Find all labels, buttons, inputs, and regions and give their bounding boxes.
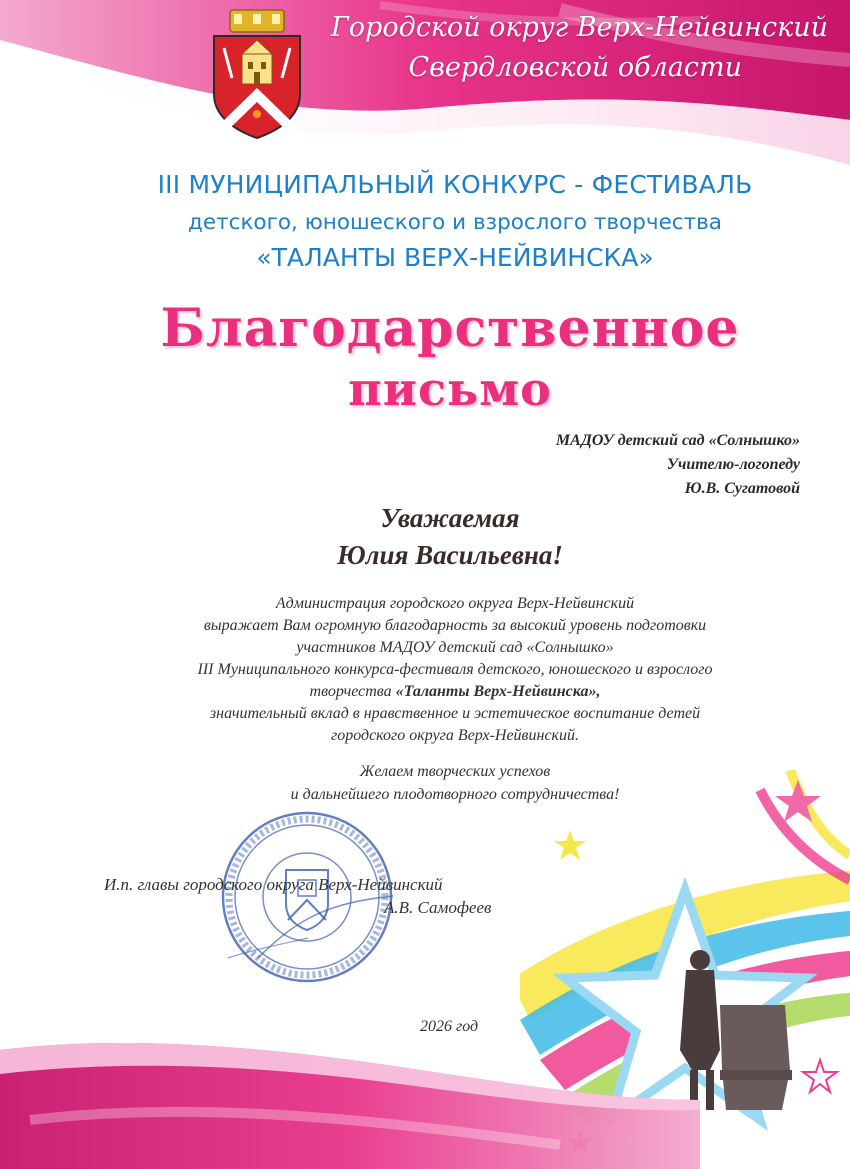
recipient-name: Ю.В. Сугатовой: [684, 480, 800, 497]
greeting-salutation: Уважаемая: [380, 503, 520, 533]
signatory-title: И.п. главы городского округа Верх-Нейвинский: [104, 875, 443, 894]
body-line: [0, 683, 850, 701]
greeting-name: Юлия Васильевна!: [337, 540, 563, 570]
contest-subtitle: детского, юношеского и взрослого творчества: [188, 210, 722, 235]
signatory-name: А.В. Самофеев: [384, 898, 492, 917]
document-year: 2026 год: [420, 1018, 479, 1035]
body-line: значительный вклад в нравственное и эстетическое воспитание детей: [209, 705, 701, 722]
body-line: Администрация городского округа Верх-Нейвинский: [275, 595, 635, 612]
wishes-line: Желаем творческих успехов: [359, 763, 551, 780]
body-line: III Муниципального конкурса-фестиваля детского, юношеского и взрослого: [197, 661, 713, 678]
contest-name: «ТАЛАНТЫ ВЕРХ-НЕЙВИНСКА»: [256, 243, 654, 272]
recipient-organization: МАДОУ детский сад «Солнышко»: [555, 432, 800, 449]
document-title-second-line: письмо: [348, 362, 552, 416]
body-line: участников МАДОУ детский сад «Солнышко»: [296, 639, 614, 656]
body-line: выражает Вам огромную благодарность за высокий уровень подготовки: [203, 617, 707, 634]
bottom-banner: [0, 1030, 850, 1169]
body-contest-name: «Таланты Верх-Нейвинска»,: [395, 683, 601, 700]
header-region: Свердловской области: [408, 52, 742, 83]
header-municipality: Городской округ Верх-Нейвинский: [330, 12, 828, 43]
recipient-position: Учителю-логопеду: [666, 456, 800, 473]
official-stamp: [218, 808, 396, 986]
contest-title: III МУНИЦИПАЛЬНЫЙ КОНКУРС - ФЕСТИВАЛЬ: [157, 170, 753, 199]
document-title: Благодарственное: [160, 298, 740, 359]
body-text: творчества: [309, 683, 396, 700]
wishes-line: и дальнейшего плодотворного сотрудничества!: [290, 786, 620, 803]
body-line: городского округа Верх-Нейвинский.: [330, 727, 580, 744]
